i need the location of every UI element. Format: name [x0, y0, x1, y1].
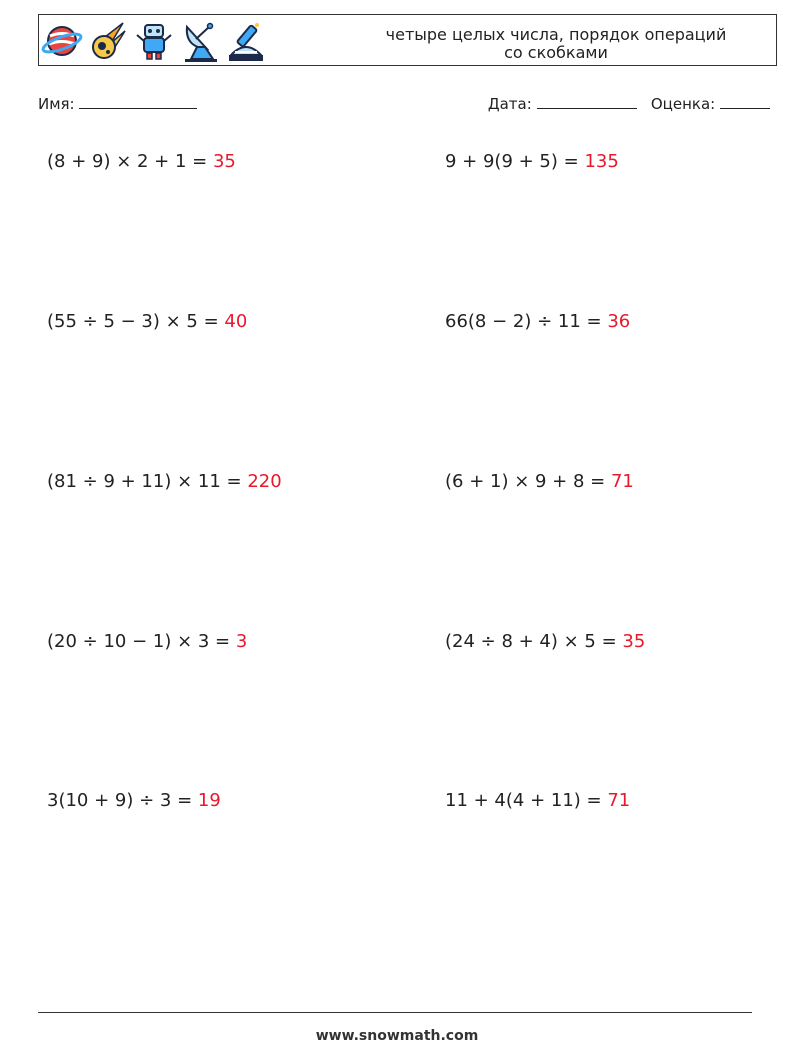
date-label: Дата: — [487, 95, 532, 113]
problem-expression: (20 ÷ 10 − 1) × 3 = — [47, 631, 236, 652]
title-line-1: четыре целых числа, порядок операций — [385, 25, 727, 44]
name-label: Имя: — [38, 95, 75, 113]
problem-answer: 3 — [235, 631, 248, 652]
problem-answer: 36 — [607, 311, 631, 332]
problem-expression: 9 + 9(9 + 5) = — [445, 151, 585, 172]
problem-expression: (24 ÷ 8 + 4) × 5 = — [445, 631, 623, 652]
problem-answer: 135 — [584, 151, 619, 172]
problem-item — [445, 790, 630, 811]
problem-expression: (81 ÷ 9 + 11) × 11 = — [47, 471, 248, 492]
problem-answer: 220 — [247, 471, 282, 492]
problem-answer: 35 — [212, 151, 236, 172]
problem-expression: 11 + 4(4 + 11) = — [445, 790, 608, 811]
problem-item — [445, 471, 634, 492]
footer-site-link[interactable]: www.snowmath.com — [315, 1028, 479, 1044]
grade-label: Оценка: — [650, 95, 716, 113]
problem-item — [445, 311, 630, 332]
problem-answer: 71 — [610, 471, 634, 492]
problem-item — [445, 631, 645, 652]
problem-answer: 40 — [224, 311, 248, 332]
problem-answer: 71 — [607, 790, 631, 811]
problem-item — [47, 471, 282, 492]
problem-expression: (8 + 9) × 2 + 1 = — [47, 151, 213, 172]
title-line-2: со скобками — [504, 43, 608, 62]
problem-item — [47, 151, 236, 172]
problem-expression: (6 + 1) × 9 + 8 = — [445, 471, 611, 492]
problem-answer: 19 — [197, 790, 221, 811]
problem-item — [47, 790, 221, 811]
problem-answer: 35 — [622, 631, 646, 652]
problem-item — [47, 631, 247, 652]
problem-item — [47, 311, 247, 332]
problem-expression: 3(10 + 9) ÷ 3 = — [47, 790, 198, 811]
problem-item — [445, 151, 619, 172]
problem-expression: (55 ÷ 5 − 3) × 5 = — [47, 311, 225, 332]
problem-expression: 66(8 − 2) ÷ 11 = — [445, 311, 608, 332]
footer-divider — [38, 1012, 752, 1013]
